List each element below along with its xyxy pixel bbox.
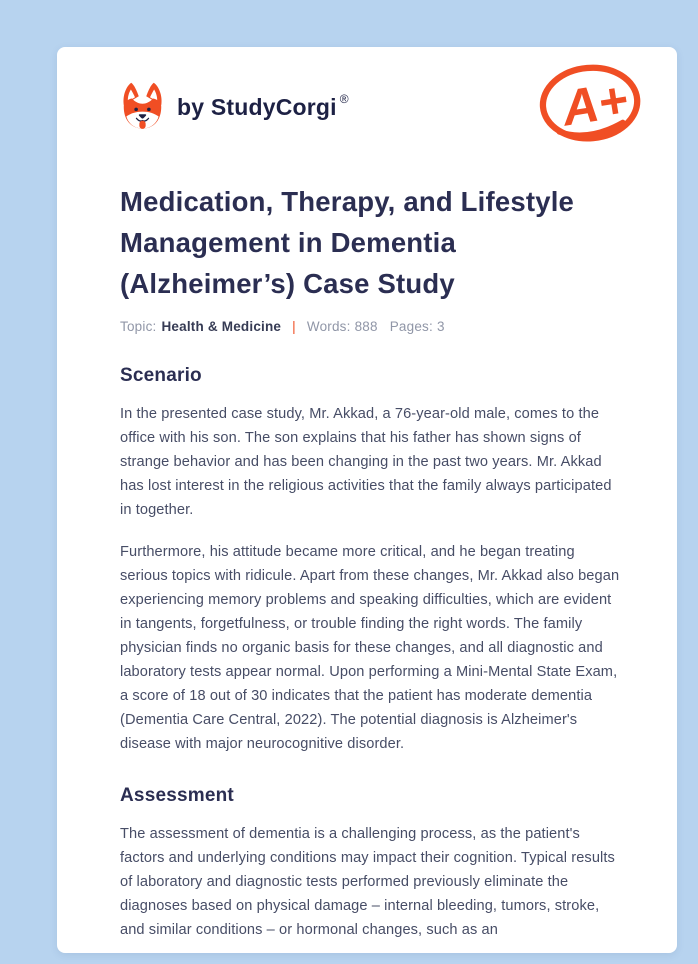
section-assessment xyxy=(120,784,622,942)
pages-count: 3 xyxy=(436,319,445,334)
topic-label: Topic: xyxy=(120,319,157,334)
page-title xyxy=(120,181,622,304)
registered-trademark: ® xyxy=(339,91,349,106)
topic-link[interactable]: Health & Medicine xyxy=(161,319,282,334)
document-header xyxy=(120,47,632,137)
document-card xyxy=(57,47,677,953)
pages-label: Pages: xyxy=(389,319,433,334)
section-heading-assessment: Assessment xyxy=(120,785,234,806)
title-line: Medication, Therapy, and Lifestyle xyxy=(120,186,575,217)
article-meta xyxy=(120,318,622,336)
title-line: (Alzheimer’s) Case Study xyxy=(120,268,455,299)
words-group xyxy=(307,318,378,336)
meta-divider: | xyxy=(292,319,296,334)
svg-text:A+: A+ xyxy=(558,71,632,137)
topic-group xyxy=(120,318,281,336)
studycorgi-logo[interactable] xyxy=(120,82,349,133)
title-line: Management in Dementia xyxy=(120,227,456,258)
section-heading-scenario: Scenario xyxy=(120,365,202,386)
paragraph: In the presented case study, Mr. Akkad, a 76-year-old male, comes to the office with his son. The son explains that his father has shown signs of strange behavior and has been changing in the past two years. Mr. Akkad has lost interest in the religious activities that the family always participated in together. xyxy=(120,406,612,518)
words-label: Words: xyxy=(306,319,351,334)
brand-name: by StudyCorgi xyxy=(177,94,337,120)
pages-group xyxy=(390,318,445,336)
corgi-mascot-icon xyxy=(120,82,165,133)
section-scenario xyxy=(120,364,622,756)
paragraph: The assessment of dementia is a challenging process, as the patient's factors and underlying conditions may impact their cognition. Typical results of laboratory and diagnostic tests performed previously eliminate the diagnoses based on physical damage – internal bleeding, tumors, stroke, and similar conditions – or hormonal changes, such as an xyxy=(120,826,615,938)
paragraph: Furthermore, his attitude became more critical, and he began treating serious topics with ridicule. Apart from these changes, Mr. Akkad also began experiencing memory problems and speaking difficulties, which are evident in tangents, forgetfulness, or trouble finding the right words. The family physician finds no organic basis for these changes, and all diagnostic and laboratory tests appear normal. Upon performing a Mini-Mental State Exam, a score of 18 out of 30 indicates that the patient has moderate dementia (Dementia Care Central, 2022). The potential diagnosis is Alzheimer's disease with major neurocognitive disorder. xyxy=(120,544,620,752)
a-plus-grade-badge-icon xyxy=(539,59,645,149)
words-count: 888 xyxy=(354,319,378,334)
